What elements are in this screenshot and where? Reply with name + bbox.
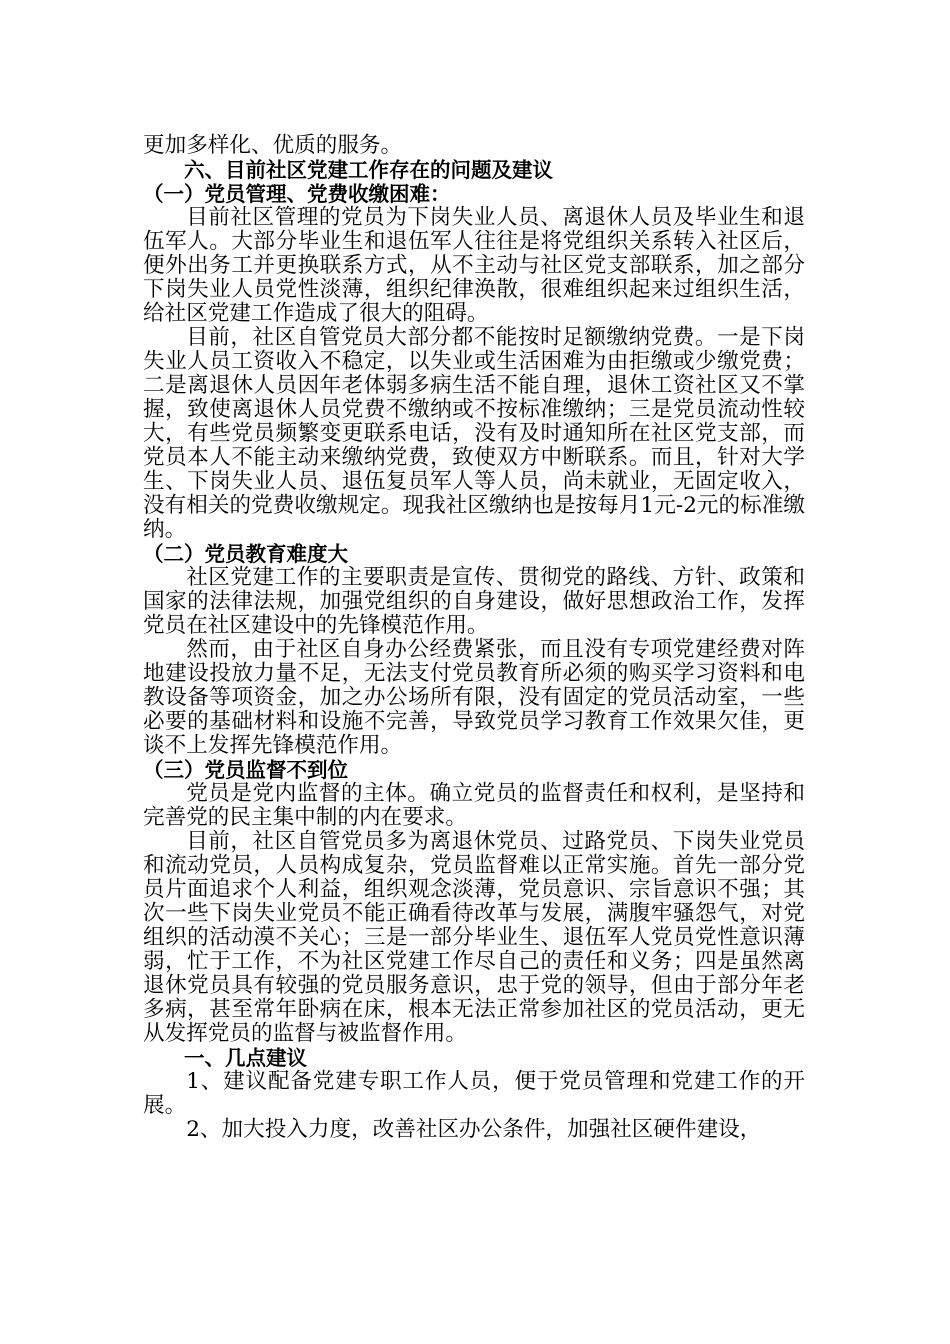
paragraph: 党员是党内监督的主体。确立党员的监督责任和权利，是坚持和完善党的民主集中制的内在要求。	[143, 781, 805, 830]
paragraph: 1、建议配备党建专职工作人员，便于党员管理和党建工作的开展。	[143, 1069, 805, 1118]
section-heading-suggestions: 一、几点建议	[184, 1046, 307, 1070]
section-heading-problems: 六、目前社区党建工作存在的问题及建议	[184, 158, 553, 182]
subheading-management: （一）党员管理、党费收缴困难：	[143, 182, 451, 206]
paragraph: 2、加大投入力度，改善社区办公条件，加强社区硬件建设，	[186, 1117, 762, 1142]
paragraph: 社区党建工作的主要职责是宣传、贯彻党的路线、方针、政策和国家的法律法规，加强党组织的自身建设，做好思想政治工作，发挥党员在社区建设中的先锋模范作用。	[143, 565, 805, 638]
subheading-education: （二）党员教育难度大	[143, 542, 348, 566]
paragraph: 目前，社区自管党员多为离退休党员、过路党员、下岗失业党员和流动党员，人员构成复杂，党员监督难以正常实施。首先一部分党员片面追求个人利益，组织观念淡薄，党员意识、宗旨意识不强；其次一些下岗失业党员不能正确看待改革与发展，满腹牢骚怨气，对党组织的活动漠不关心；三是一部分毕业生、退伍军人党员党性意识薄弱，忙于工作，不为社区党建工作尽自己的责任和义务；四是虽然离退休党员具有较强的党员服务意识，忠于党的领导，但由于部分年老多病，甚至常年卧病在床，根本无法正常参加社区的党员活动，更无从发挥党员的监督与被监督作用。	[143, 829, 805, 1046]
subheading-supervision: （三）党员监督不到位	[143, 758, 348, 782]
paragraph: 然而，由于社区自身办公经费紧张，而且没有专项党建经费对阵地建设投放力量不足，无法支付党员教育所必须的购买学习资料和电教设备等项资金，加之办公场所有限，没有固定的党员活动室，一些必要的基础材料和设施不完善，导致党员学习教育工作效果欠佳，更谈不上发挥先锋模范作用。	[143, 637, 805, 758]
paragraph-continuation: 更加多样化、优质的服务。	[143, 133, 403, 158]
document-body	[143, 134, 805, 1142]
paragraph: 目前，社区自管党员大部分都不能按时足额缴纳党费。一是下岗失业人员工资收入不稳定，以失业或生活困难为由拒缴或少缴党费；二是离退休人员因年老体弱多病生活不能自理，退休工资社区又不掌握，致使离退休人员党费不缴纳或不按标准缴纳；三是党员流动性较大，有些党员频繁变更联系电话，没有及时通知所在社区党支部，而党员本人不能主动来缴纳党费，致使双方中断联系。而且，针对大学生、下岗失业人员、退伍复员军人等人员，尚未就业，无固定收入，没有相关的党费收缴规定。现我社区缴纳也是按每月1元-2元的标准缴纳。	[143, 325, 805, 542]
paragraph: 目前社区管理的党员为下岗失业人员、离退休人员及毕业生和退伍军人。大部分毕业生和退伍军人往往是将党组织关系转入社区后，便外出务工并更换联系方式，从不主动与社区党支部联系，加之部分下岗失业人员党性淡薄，组织纪律涣散，很难组织起来过组织生活，给社区党建工作造成了很大的阻碍。	[143, 205, 805, 326]
